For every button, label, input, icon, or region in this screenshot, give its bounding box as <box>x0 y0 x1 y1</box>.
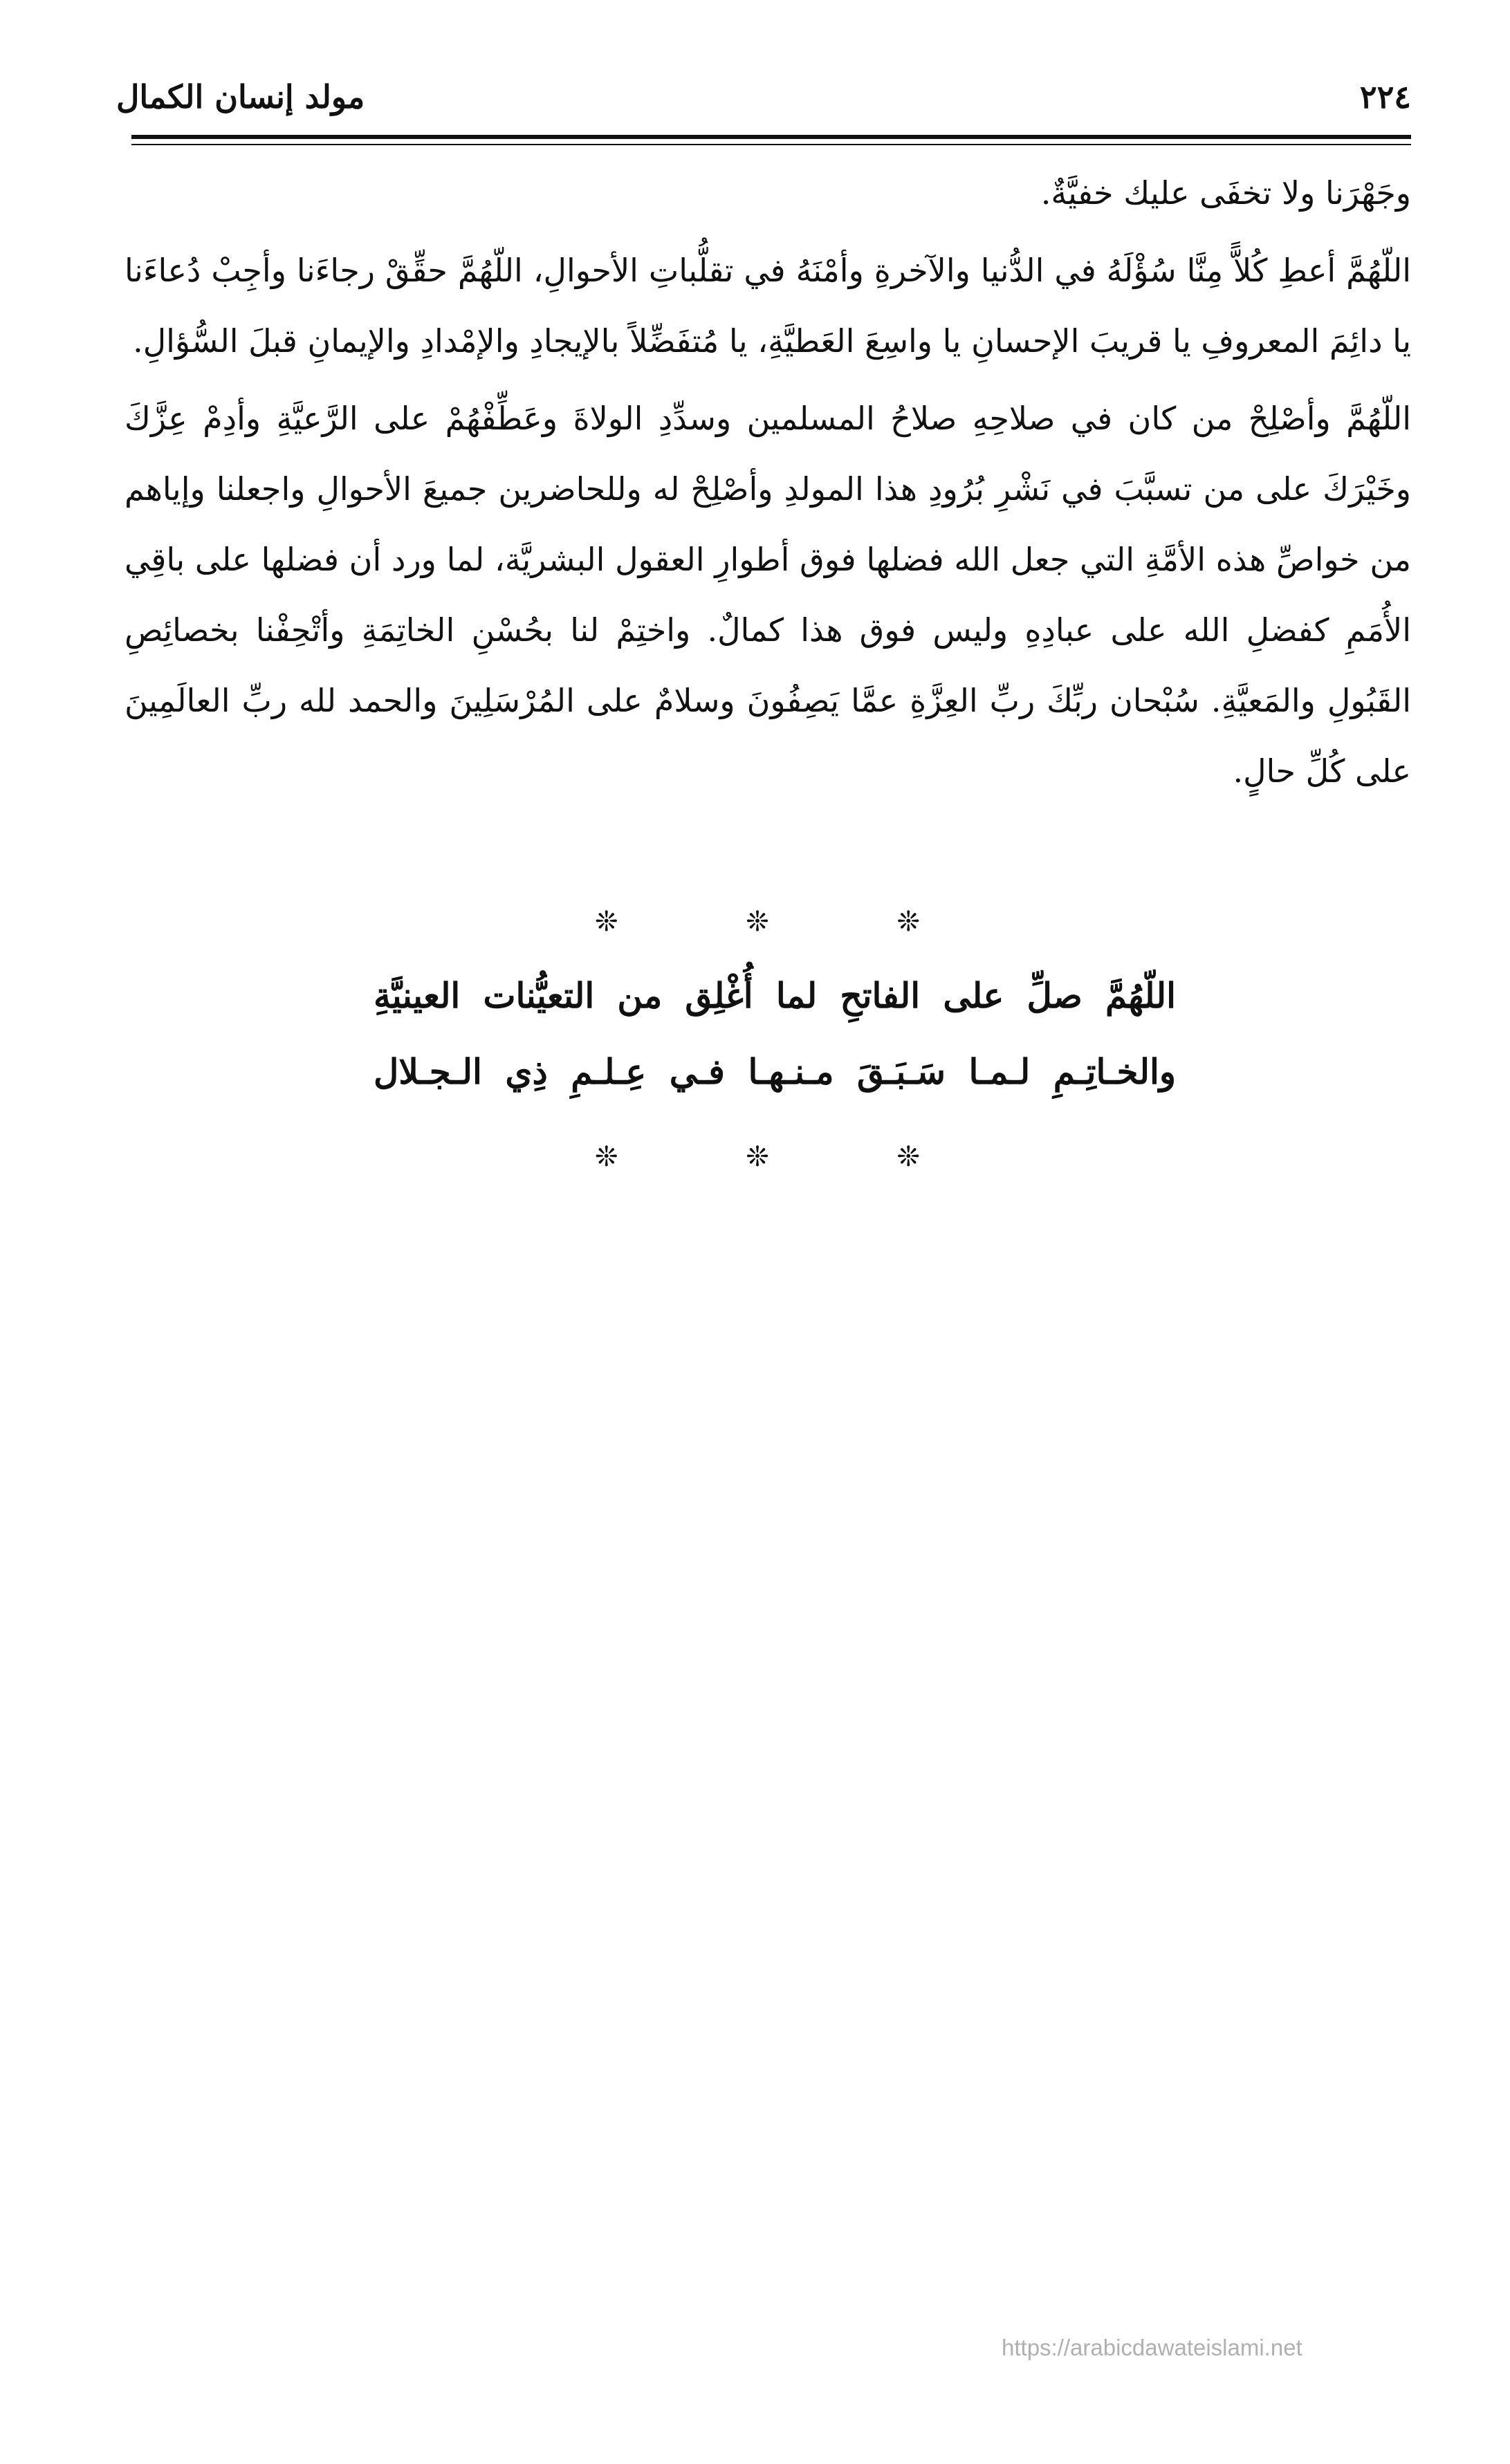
continuation-line: وجَهْرَنا ولا تخفَى عليك خفيَّةٌ. <box>1040 174 1411 212</box>
poem-line-2: والخـاتِـمِ لـمـا سَـبَـقَ مـنـهـا فـي عِـلـمِ ذِي الـجـلال <box>374 1051 1176 1092</box>
body-text <box>125 158 1411 813</box>
page-header <box>116 66 1411 128</box>
page-number: ٢٢٤ <box>1359 78 1411 115</box>
paragraph-supplication-1: اللّهُمَّ أعطِ كُلاًّ مِنَّا سُؤْلَهُ في الدُّنيا والآخرةِ وأمْنَهُ في تقلُّباتِ الأحوالِ، اللّهُمَّ حقِّقْ رجاءَنا وأجِبْ دُعاءَنا يا دائِمَ المعروفِ يا قريبَ الإحسانِ يا واسِعَ العَطيَّةِ، يا مُتفَضِّلاً بالإيجادِ والإمْدادِ والإيمانِ قبلَ السُّؤالِ. <box>125 252 1411 360</box>
asterism-icon: ❊ <box>896 906 920 938</box>
poem-line-1: اللّهُمَّ صلِّ على الفاتحِ لما أُغْلِق من التعيُّنات العينيَّةِ <box>374 975 1176 1016</box>
ornament-divider-top <box>595 906 920 938</box>
header-rule-thin <box>131 144 1411 145</box>
asterism-icon: ❊ <box>595 1141 618 1173</box>
poem-verse <box>374 958 1176 1110</box>
asterism-icon: ❊ <box>746 1141 769 1173</box>
asterism-icon: ❊ <box>896 1141 920 1173</box>
ornament-divider-bottom <box>595 1141 920 1173</box>
header-rule <box>131 135 1411 139</box>
asterism-icon: ❊ <box>595 906 618 938</box>
paragraph-supplication-2: اللّهُمَّ وأصْلِحْ من كان في صلاحِهِ صلاحُ المسلمين وسدِّدِ الولاةَ وعَطِّفْهُمْ على الرَّعيَّةِ وأدِمْ عِزَّكَ وخَيْرَكَ على من تسبَّبَ في نَشْرِ بُرُودِ هذا المولدِ وأصْلِحْ له وللحاضرين جميعَ الأحوالِ واجعلنا وإياهم من خواصِّ هذه الأمَّةِ التي جعل الله فضلها فوق أطوارِ العقول البشريَّة، لما ورد أن فضلها على باقِي الأُمَمِ كفضلِ الله على عبادِهِ وليس فوق هذا كمالٌ. واختِمْ لنا بحُسْنِ الخاتِمَةِ وأتْحِفْنا بخصائِصِ القَبُولِ والمَعيَّةِ. سُبْحان ربِّكَ ربِّ العِزَّةِ عمَّا يَصِفُونَ وسلامٌ على المُرْسَلِينَ والحمد لله ربِّ العالَمِينَ على كُلِّ حالٍ. <box>125 400 1411 790</box>
running-title: مولد إنسان الكمال <box>116 78 365 115</box>
watermark-url: https://arabicdawateislami.net <box>1002 2335 1302 2360</box>
asterism-icon: ❊ <box>746 906 769 938</box>
